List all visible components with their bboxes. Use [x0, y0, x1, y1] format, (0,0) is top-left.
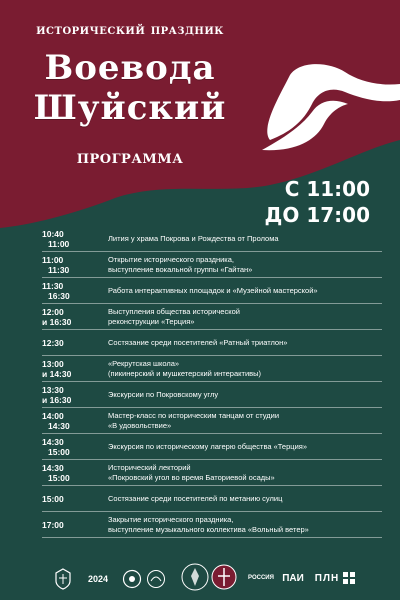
description-line: «Покровский угол во время Баториевой осады»: [108, 472, 275, 482]
schedule-row: [42, 512, 382, 538]
time-end: ДО 17:00: [264, 203, 370, 227]
schedule-row: [42, 382, 382, 408]
time-start: 11:00: [42, 254, 64, 265]
schedule-time: [42, 359, 90, 379]
time-end: и 16:30: [42, 316, 72, 327]
time-start: 14:00: [42, 410, 64, 421]
description-line: Открытие исторического праздника,: [108, 255, 235, 264]
schedule-row: [42, 226, 382, 252]
program-heading: программа: [76, 146, 184, 168]
logo-pln-text: ПЛН: [314, 572, 340, 584]
time-start: 13:00: [42, 358, 64, 369]
event-title-line1: Воевода: [44, 48, 216, 88]
time-start: 13:30: [42, 384, 64, 395]
schedule-description: [90, 255, 382, 274]
description-line: «Рекрутская школа»: [108, 359, 180, 368]
schedule-row: [42, 408, 382, 434]
time-start: С 11:00: [284, 177, 370, 201]
time-start: 14:30: [42, 436, 64, 447]
header: [0, 0, 400, 230]
schedule-time: [42, 338, 90, 348]
schedule-time: [42, 385, 90, 405]
schedule-time: [42, 255, 90, 275]
schedule-row: [42, 460, 382, 486]
schedule-time: [42, 229, 90, 249]
museum-emblem-icon: [210, 562, 238, 594]
description-line: выступление музыкального коллектива «Вольный ветер»: [108, 524, 309, 534]
emblem-icon: [54, 568, 72, 590]
time-start: 11:30: [42, 280, 64, 291]
time-start: 10:40: [42, 228, 64, 239]
schedule-row: [42, 356, 382, 382]
time-start: 15:00: [42, 493, 64, 504]
schedule-description: [90, 307, 382, 326]
description-line: Выступления общества исторической: [108, 307, 240, 316]
description-line: выступление вокальной группы «Гайтан»: [108, 264, 253, 274]
description-line: Закрытие исторического праздника,: [108, 515, 234, 524]
schedule-row: [42, 434, 382, 460]
time-end: 15:00: [48, 472, 70, 483]
time-end: и 14:30: [42, 368, 72, 379]
description-line: Состязание среди посетителей по метанию сулиц: [108, 493, 283, 503]
logo-pai-text: ПАИ: [282, 572, 304, 584]
schedule-description: [90, 515, 382, 534]
time-start: 12:30: [42, 337, 64, 348]
logo-2024-text: 2024: [87, 574, 109, 584]
seal-logo: [180, 562, 210, 594]
schedule-list: [42, 226, 382, 538]
description-line: Мастер-класс по историческим танцам от студии: [108, 411, 280, 420]
schedule-time: [42, 463, 90, 483]
schedule-time: [42, 520, 90, 530]
schedule-description: [90, 286, 382, 296]
schedule-description: [90, 494, 382, 504]
schedule-description: [90, 390, 382, 400]
description-line: реконструкции «Терция»: [108, 316, 195, 326]
schedule-description: [90, 359, 382, 378]
footer-logos: [0, 560, 400, 600]
schedule-row: [42, 486, 382, 512]
time-end: и 16:30: [42, 394, 72, 405]
description-line: Состязание среди посетителей «Ратный триатлон»: [108, 337, 288, 347]
schedule-description: [90, 338, 382, 348]
description-line: Исторический лекторий: [108, 463, 191, 472]
schedule-time: [42, 281, 90, 301]
circle-logo: [122, 569, 142, 589]
schedule-row: [42, 252, 382, 278]
grid-logo: [342, 570, 356, 586]
schedule-description: [90, 463, 382, 482]
schedule-description: [90, 411, 382, 430]
description-line: Лития у храма Покрова и Рождества от Пролома: [108, 233, 279, 243]
schedule-description: [90, 442, 382, 452]
time-end: 11:30: [48, 264, 70, 275]
schedule-time: [42, 411, 90, 431]
time-start: 12:00: [42, 306, 64, 317]
schedule-time: [42, 494, 90, 504]
time-end: 15:00: [48, 446, 70, 457]
event-supertitle: исторический праздник: [36, 22, 224, 38]
description-line: Работа интерактивных площадок и «Музейной мастерской»: [108, 285, 318, 295]
description-line: «В удовольствие»: [108, 420, 172, 430]
schedule-row: [42, 304, 382, 330]
schedule-description: [90, 234, 382, 244]
description-line: Экскурсия по историческому лагерю общества «Терция»: [108, 441, 307, 451]
event-time-range: [265, 176, 370, 228]
schedule-time: [42, 307, 90, 327]
schedule-row: [42, 278, 382, 304]
time-start: 14:30: [42, 462, 64, 473]
time-end: 16:30: [48, 290, 70, 301]
time-end: 14:30: [48, 420, 70, 431]
description-line: Экскурсии по Покровскому углу: [108, 389, 219, 399]
description-line: (пикинерский и мушкетерский интерактивы): [108, 368, 262, 378]
time-end: 11:00: [48, 238, 70, 249]
schedule-time: [42, 437, 90, 457]
schedule-row: [42, 330, 382, 356]
logo-russia-text: РОССИЯ: [248, 575, 274, 581]
pai-logo: [282, 566, 304, 590]
russia-logo: [246, 572, 276, 584]
time-start: 17:00: [42, 519, 64, 530]
event-title-line2: Шуйский: [33, 88, 227, 128]
2024-logo: [80, 570, 116, 588]
pln-logo: [312, 570, 342, 586]
round-logo: [146, 569, 166, 589]
